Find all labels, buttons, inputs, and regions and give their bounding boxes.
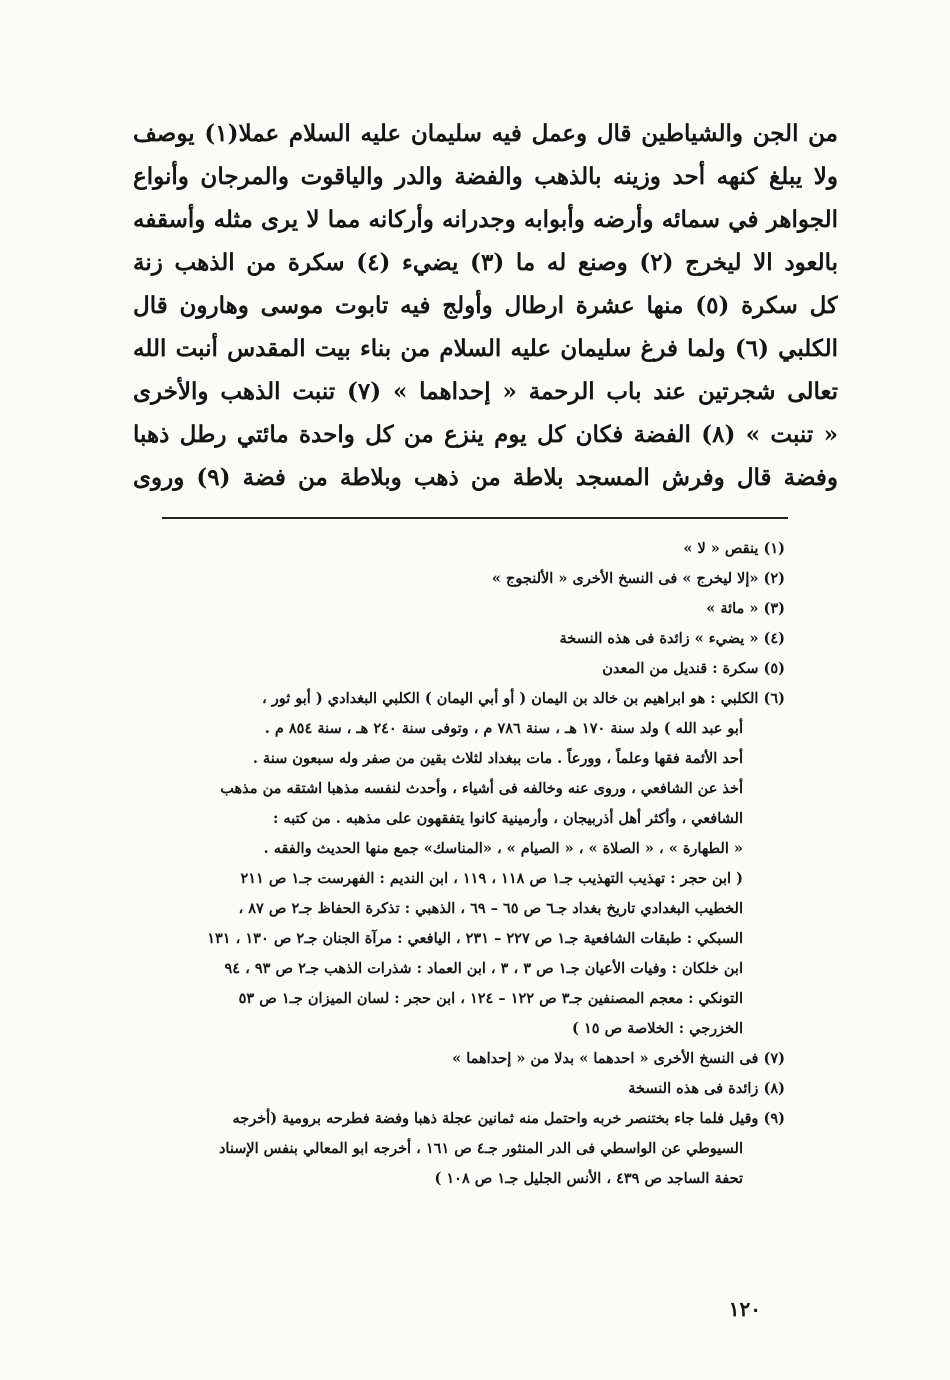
footnote-line: الشافعي ، وأكثر أهل أذربيجان ، وأرمينية كانوا يتفقهون على مذهبه . من كتبه : [273, 810, 743, 827]
footnote-line: السيوطي عن الواسطي فى الدر المنثور جـ٤ ص ١٦١ ، أخرجه ابو المعالي بنفس الإسناد [218, 1140, 743, 1157]
footnote-line: (٥) سكرة : قنديل من المعدن [602, 660, 785, 677]
text-line: ولا يبلغ كنهه أحد وزينه بالذهب والفضة والدر والياقوت والمرجان وأنواع [133, 163, 838, 190]
footnote-line: (٧) فى النسخ الأخرى « احدهما » بدلا من « إحداهما » [452, 1050, 785, 1067]
footnote-line: (٣) « مائة » [706, 600, 785, 617]
footnote-line: التونكي : معجم المصنفين جـ٣ ص ١٢٢ – ١٢٤ ، ابن حجر : لسان الميزان جـ١ ص ٥٣ [238, 990, 743, 1007]
text-line: الجواهر في سمائه وأرضه وأبوابه وجدرانه وأركانه مما لا يرى مثله وأسقفه [133, 206, 838, 233]
text-line: « تنبت » (٨) الفضة فكان كل يوم ينزع من كل واحدة مائتي رطل ذهبا [133, 421, 838, 448]
footnote-line: تحفة الساجد ص ٤٣٩ ، الأنس الجليل جـ١ ص ١٠٨ ) [434, 1170, 743, 1187]
text-line: بالعود الا ليخرج (٢) وصنع له ما (٣) يضيء (٤) سكرة من الذهب زنة [133, 249, 838, 276]
footnote-line: أبو عبد الله ) ولد سنة ١٧٠ هـ ، سنة ٧٨٦ م ، وتوفى سنة ٢٤٠ هـ ، سنة ٨٥٤ م . [264, 720, 743, 737]
footnote-line: الخزرجي : الخلاصة ص ١٥ ) [572, 1020, 743, 1037]
text-line: الكلبي (٦) ولما فرغ سليمان عليه السلام من بناء بيت المقدس أنبت الله [133, 335, 838, 362]
footnote-line: « الطهارة » ، « الصلاة » ، « الصيام » ، «المناسك» جمع منها الحديث والفقه . [263, 840, 743, 857]
footnote-line: (٩) وقيل فلما جاء بختنصر خربه واحتمل منه ثمانين عجلة ذهبا وفضة فطرحه برومية (أخرجه [232, 1110, 785, 1127]
text-line: من الجن والشياطين قال وعمل فيه سليمان عليه السلام عملا(١) يوصف [133, 120, 838, 147]
footnote-line: ( ابن حجر : تهذيب التهذيب جـ١ ص ١١٨ ، ١١٩ ، ابن النديم : الفهرست جـ١ ص ٢١١ [240, 870, 743, 887]
footnote-line: (٨) زائدة فى هذه النسخة [628, 1080, 785, 1097]
footnote-line: (٦) الكلبي : هو ابراهيم بن خالد بن اليمان ( أو أبي اليمان ) الكلبي البغدادي ( أبو ثور ، [261, 690, 785, 707]
footnote-separator [162, 517, 788, 519]
footnote-line: الخطيب البغدادي تاريخ بغداد جـ٦ ص ٦٥ – ٦٩ ، الذهبي : تذكرة الحفاظ جـ٢ ص ٨٧ ، [238, 900, 743, 917]
footnote-line: ابن خلكان : وفيات الأعيان جـ١ ص ٣ ، ٣ ، ابن العماد : شذرات الذهب جـ٢ ص ٩٣ ، ٩٤ [224, 960, 743, 977]
footnote-line: أحد الأئمة فقها وعلماً ، وورعاً . مات ببغداد لثلاث بقين من صفر وله سبعون سنة . [252, 750, 743, 767]
text-line: تعالى شجرتين عند باب الرحمة « إحداهما » (٧) تنبت الذهب والأخرى [133, 378, 838, 405]
main-text [133, 112, 838, 499]
footnote-line: السبكي : طبقات الشافعية جـ١ ص ٢٢٧ – ٢٣١ ، اليافعي : مرآة الجنان جـ٢ ص ١٣٠ ، ١٣١ [207, 930, 743, 947]
footnotes [135, 534, 785, 1194]
footnote-line: (١) ينقص « لا » [683, 540, 785, 557]
page-number: ١٢٠ [728, 1297, 761, 1321]
footnote-line: (٢) «إلا ليخرج » فى النسخ الأخرى « الألنجوج » [491, 570, 785, 587]
footnote-line: (٤) « يضيء » زائدة فى هذه النسخة [559, 630, 785, 647]
text-line: كل سكرة (٥) منها عشرة ارطال وأولج فيه تابوت موسى وهارون قال [133, 292, 838, 319]
text-line: وفضة قال وفرش المسجد بلاطة من ذهب وبلاطة من فضة (٩) وروى [133, 464, 838, 491]
footnote-line: أخذ عن الشافعي ، وروى عنه وخالفه فى أشياء ، وأحدث لنفسه مذهبا اشتقه من مذهب [220, 780, 743, 797]
